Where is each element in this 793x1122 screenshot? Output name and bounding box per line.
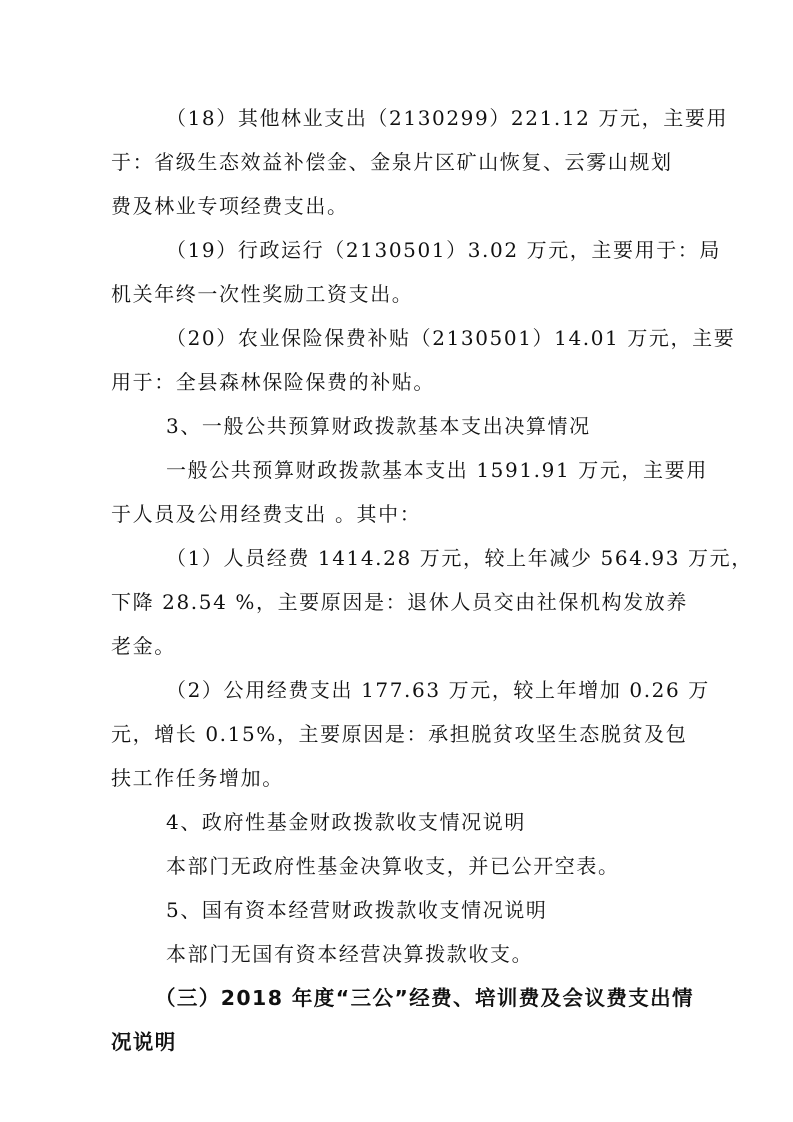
paragraph-line: 元，增长 0.15%，主要原因是：承担脱贫攻坚生态脱贫及包 <box>111 722 688 746</box>
paragraph-line: 费及林业专项经费支出。 <box>111 194 349 218</box>
paragraph-line: 老金。 <box>111 634 176 658</box>
paragraph-line: （19）行政运行（2130501）3.02 万元，主要用于：局 <box>166 238 722 262</box>
paragraph-line: （20）农业保险保费补贴（2130501）14.01 万元，主要 <box>166 326 736 350</box>
paragraph-line: （18）其他林业支出（2130299）221.12 万元，主要用 <box>166 106 729 130</box>
paragraph-line: （2）公用经费支出 177.63 万元，较上年增加 0.26 万 <box>166 678 710 702</box>
paragraph-line: 用于：全县森林保险保费的补贴。 <box>111 370 435 394</box>
paragraph-line: 机关年终一次性奖励工资支出。 <box>111 282 414 306</box>
paragraph-line: 本部门无国有资本经营决算拨款收支。 <box>166 942 534 966</box>
paragraph-line: 于人员及公用经费支出 。其中： <box>111 502 422 526</box>
paragraph-line: 本部门无政府性基金决算收支，并已公开空表。 <box>166 854 620 878</box>
section-heading: 3、一般公共预算财政拨款基本支出决算情况 <box>166 414 591 438</box>
bold-section-heading: （三）2018 年度“三公”经费、培训费及会议费支出情 <box>155 986 694 1010</box>
section-heading: 4、政府性基金财政拨款收支情况说明 <box>166 810 526 834</box>
bold-section-heading: 况说明 <box>111 1030 177 1054</box>
paragraph-line: 下降 28.54 %，主要原因是：退休人员交由社保机构发放养 <box>111 590 688 614</box>
paragraph-line: 于：省级生态效益补偿金、金泉片区矿山恢复、云雾山规划 <box>111 150 673 174</box>
paragraph-line: 扶工作任务增加。 <box>111 766 284 790</box>
section-heading: 5、国有资本经营财政拨款收支情况说明 <box>166 898 548 922</box>
paragraph-line: （1）人员经费 1414.28 万元，较上年减少 564.93 万元， <box>166 546 753 570</box>
paragraph-line: 一般公共预算财政拨款基本支出 1591.91 万元，主要用 <box>166 458 708 482</box>
